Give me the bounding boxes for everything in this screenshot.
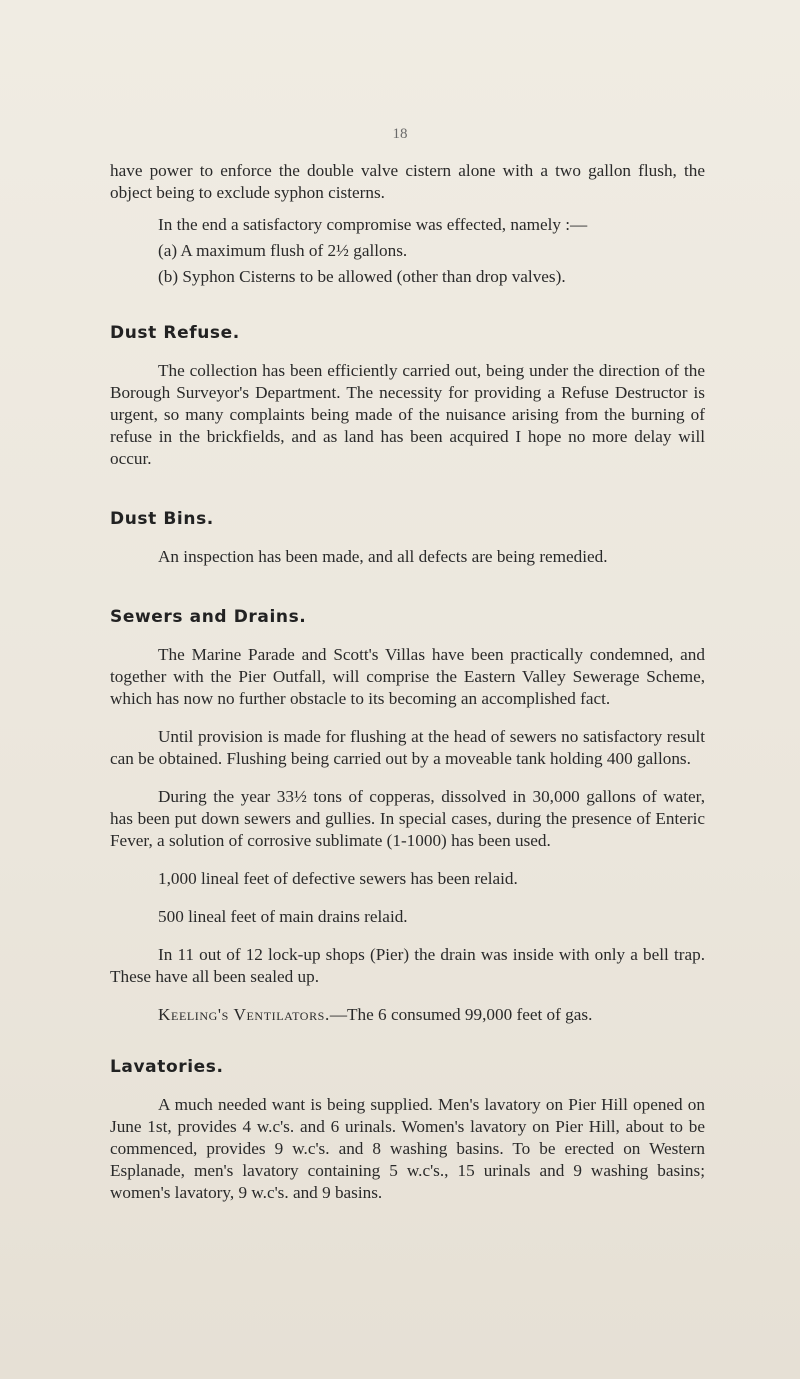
dust-bins-heading: Dust Bins.	[110, 509, 214, 529]
list-item-a: (a) A maximum flush of 2½ gallons.	[158, 241, 408, 260]
sewers-paragraph-5: 500 lineal feet of main drains relaid.	[158, 907, 408, 926]
sewers-drains-heading: Sewers and Drains.	[110, 607, 307, 627]
sewers-paragraph-6: In 11 out of 12 lock-up shops (Pier) the drain was inside with only a bell trap. These have all been sealed up.	[110, 945, 705, 986]
sewers-paragraph-3: During the year 33½ tons of copperas, dissolved in 30,000 gallons of water, has been put down sewers and gullies. In special cases, during the presence of Enteric Fever, a solution of corrosive sublimate (1-1000) has been used.	[110, 787, 705, 850]
intro-paragraph: have power to enforce the double valve cistern alone with a two gallon flush, the object being to exclude syphon cisterns.	[110, 161, 705, 202]
ventilators-paragraph	[110, 1004, 705, 1026]
page-number: 18	[392, 126, 408, 142]
sewers-paragraph-1: The Marine Parade and Scott's Villas have been practically condemned, and together with the Pier Outfall, will comprise the Eastern Valley Sewerage Scheme, which has now no further obstacle to its becoming an accomplished fact.	[110, 645, 705, 708]
list-item-b: (b) Syphon Cisterns to be allowed (other than drop valves).	[158, 267, 566, 286]
sewers-paragraph-4: 1,000 lineal feet of defective sewers has been relaid.	[158, 869, 518, 888]
lavatories-paragraph: A much needed want is being supplied. Men's lavatory on Pier Hill opened on June 1st, provides 4 w.c's. and 6 urinals. Women's lavatory on Pier Hill, about to be commenced, provides 9 w.c's. and 8 washing basins. To be erected on Western Esplanade, men's lavatory containing 5 w.c's., 15 urinals and 9 washing basins; women's lavatory, 9 w.c's. and 9 basins.	[110, 1095, 705, 1202]
lavatories-heading: Lavatories.	[110, 1057, 224, 1077]
dust-bins-paragraph: An inspection has been made, and all defects are being remedied.	[158, 547, 608, 566]
dust-refuse-heading: Dust Refuse.	[110, 323, 240, 343]
dust-refuse-paragraph: The collection has been efficiently carried out, being under the direction of the Borough Surveyor's Department. The necessity for providing a Refuse Destructor is urgent, so many complaints being made of the nuisance arising from the burning of refuse in the brickfields, and as land has been acquired I hope no more delay will occur.	[110, 361, 705, 468]
page-body	[110, 160, 705, 1204]
ventilators-lead: Keeling's Ventilators.	[158, 1005, 330, 1024]
sewers-paragraph-2: Until provision is made for flushing at the head of sewers no satisfactory result can be obtained. Flushing being carried out by a moveable tank holding 400 gallons.	[110, 727, 705, 768]
ventilators-text: —The 6 consumed 99,000 feet of gas.	[329, 1005, 593, 1024]
compromise-paragraph: In the end a satisfactory compromise was effected, namely :—	[158, 215, 588, 234]
